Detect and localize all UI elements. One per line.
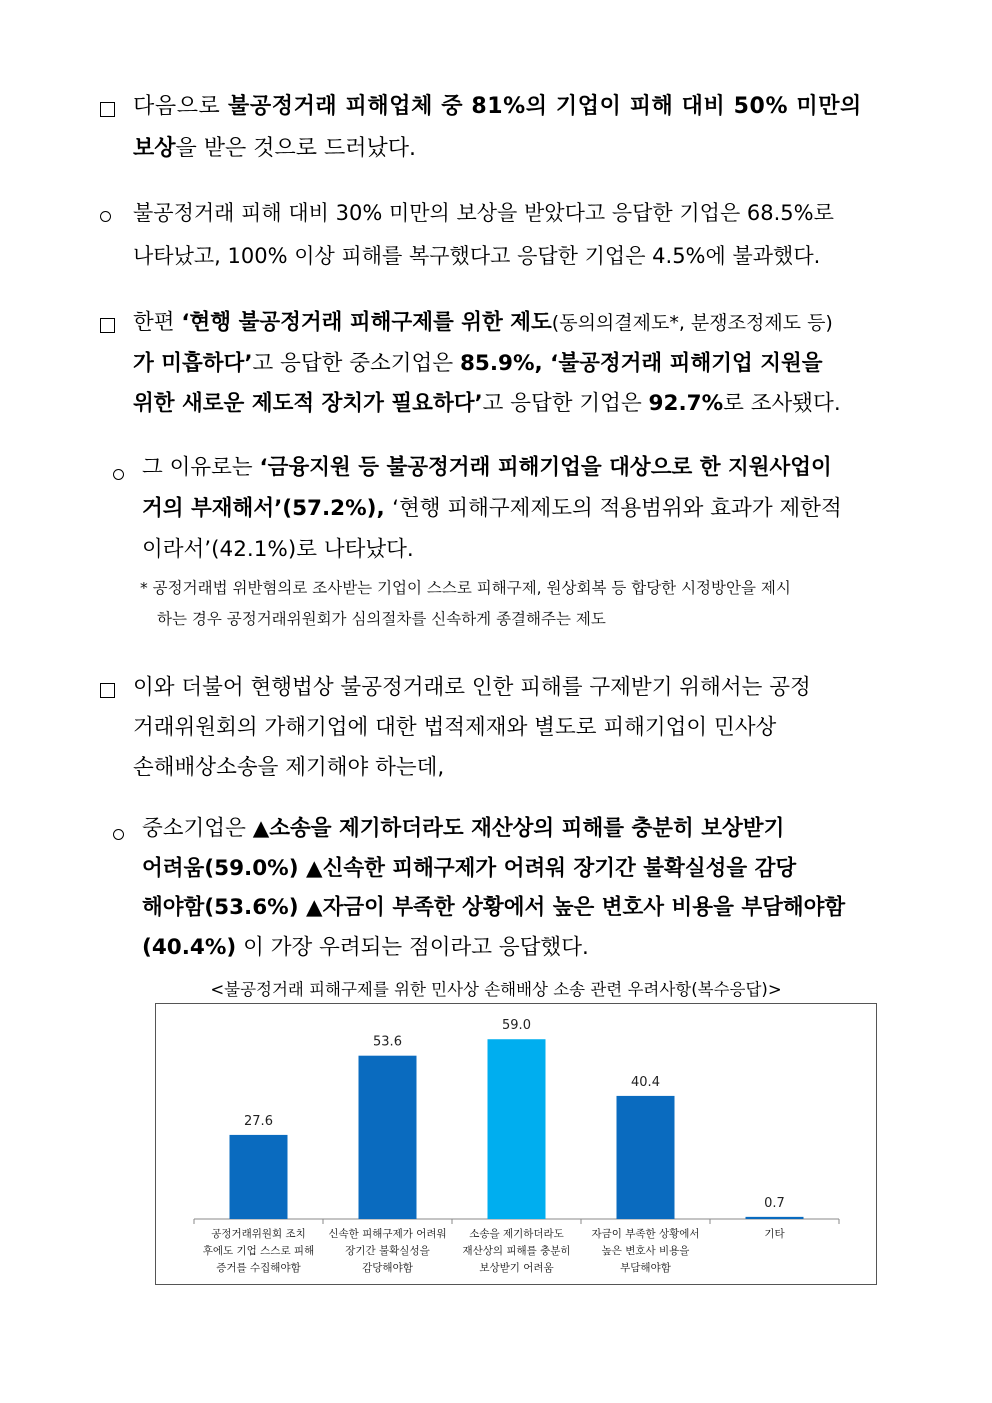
category-label: 부담해야함 <box>620 1262 671 1274</box>
circle-bullet-icon <box>113 461 124 485</box>
category-label: 공정거래위원회 조치 <box>211 1228 306 1240</box>
bold-text: 보상 <box>133 136 176 161</box>
text: 고 응답한 중소기업은 <box>252 351 460 376</box>
bold-text: ▲소송을 제기하더라도 재산상의 피해를 충분히 보상받기 <box>252 816 785 841</box>
category-label: 자금이 부족한 상황에서 <box>591 1228 700 1240</box>
text-line: 이라서’(42.1%)로 나타났다. <box>142 537 414 562</box>
bold-text: 어려움(59.0%) ▲신속한 피해구제가 어려워 장기간 불확실성을 감당 <box>142 856 797 881</box>
bold-text: 85.9%, ‘불공정거래 피해기업 지원을 <box>459 351 823 376</box>
text-line: 나타났고, 100% 이상 피해를 복구했다고 응답한 기업은 4.5%에 불과했다. <box>133 244 821 268</box>
bold-text: ‘현행 불공정거래 피해구제를 위한 제도 <box>181 310 552 335</box>
bold-text: ‘금융지원 등 불공정거래 피해기업을 대상으로 한 지원사업이 <box>259 455 832 480</box>
footnote-line: * 공정거래법 위반혐의로 조사받는 기업이 스스로 피해구제, 원상회복 등 합당한 시정방안을 제시 <box>140 579 791 597</box>
bold-text: 가 미흡하다’ <box>133 351 253 376</box>
text: 을 받은 것으로 드러났다. <box>175 136 417 161</box>
footnote-line: 하는 경우 공정거래위원회가 심의절차를 신속하게 종결해주는 제도 <box>157 610 606 628</box>
data-label: 53.6 <box>373 1034 402 1050</box>
data-label: 27.6 <box>244 1113 273 1129</box>
category-label: 후에도 기업 스스로 피해 <box>202 1245 315 1257</box>
data-label: 0.7 <box>764 1195 785 1211</box>
text-line <box>142 925 589 970</box>
circle-bullet-icon <box>100 203 111 227</box>
text: 중소기업은 <box>142 816 253 841</box>
category-label: 증거를 수집해야함 <box>216 1262 301 1274</box>
text: (동의의결제도*, 분쟁조정제도 등) <box>551 312 833 334</box>
square-bullet-icon <box>100 314 115 338</box>
bold-text: 위한 새로운 제도적 장치가 필요하다’ <box>133 391 483 416</box>
text-line <box>133 84 862 129</box>
text: 그 이유로는 <box>142 455 260 480</box>
chart-bar <box>488 1039 546 1219</box>
chart-caption: <불공정거래 피해구제를 위한 민사상 손해배상 소송 관련 우려사항(복수응답)> <box>210 980 782 999</box>
chart-bar <box>359 1056 417 1219</box>
chart-bar <box>230 1135 288 1219</box>
chart-bar <box>746 1217 804 1219</box>
category-label: 높은 변호사 비용을 <box>601 1245 690 1257</box>
text: 한편 <box>133 310 182 335</box>
bold-text: 해야함(53.6%) ▲자금이 부족한 상황에서 높은 변호사 비용을 부담해야함 <box>142 895 846 920</box>
circle-bullet-icon <box>113 821 124 845</box>
text-line: 이와 더불어 현행법상 불공정거래로 인한 피해를 구제받기 위해서는 공정 <box>133 675 811 700</box>
text-line <box>142 486 842 531</box>
text-line: 거래위원회의 가해기업에 대한 법적제재와 별도로 피해기업이 민사상 <box>133 715 777 740</box>
chart-frame <box>155 1003 877 1285</box>
category-label: 감당해야함 <box>362 1262 413 1274</box>
square-bullet-icon <box>100 98 115 122</box>
data-label: 59.0 <box>502 1018 531 1034</box>
bold-text: 거의 부재해서’(57.2%), <box>142 496 393 521</box>
category-label: 신속한 피해구제가 어려워 <box>328 1228 447 1240</box>
category-label: 보상받기 어려움 <box>479 1262 554 1274</box>
text-line <box>133 381 841 426</box>
category-label: 소송을 제기하더라도 <box>469 1228 564 1240</box>
category-label: 장기간 불확실성을 <box>345 1245 430 1257</box>
category-label: 재산상의 피해를 충분히 <box>462 1245 571 1257</box>
text: 로 조사됐다. <box>723 391 841 416</box>
text-line: 불공정거래 피해 대비 30% 미만의 보상을 받았다고 응답한 기업은 68.5%로 <box>133 201 834 225</box>
text-line: 손해배상소송을 제기해야 하는데, <box>133 755 445 780</box>
square-bullet-icon <box>100 679 115 703</box>
text: 다음으로 <box>133 94 229 119</box>
text-line <box>133 300 833 346</box>
data-label: 40.4 <box>631 1074 660 1090</box>
bar-chart <box>156 1004 876 1284</box>
text: ‘현행 피해구제제도의 적용범위와 효과가 제한적 <box>392 496 842 521</box>
bold-text: 불공정거래 피해업체 중 81%의 기업이 피해 대비 50% 미만의 <box>228 94 862 119</box>
bold-text: (40.4%) <box>142 935 237 960</box>
text-line <box>133 126 416 171</box>
text: 이 가장 우려되는 점이라고 응답했다. <box>236 935 589 960</box>
text-line <box>142 445 832 490</box>
bold-text: 92.7% <box>648 391 724 416</box>
text-line <box>133 341 823 386</box>
text-line <box>142 885 845 930</box>
chart-bar <box>617 1096 675 1219</box>
text: 고 응답한 기업은 <box>482 391 649 416</box>
category-label: 기타 <box>764 1228 785 1240</box>
text-line <box>142 806 784 851</box>
